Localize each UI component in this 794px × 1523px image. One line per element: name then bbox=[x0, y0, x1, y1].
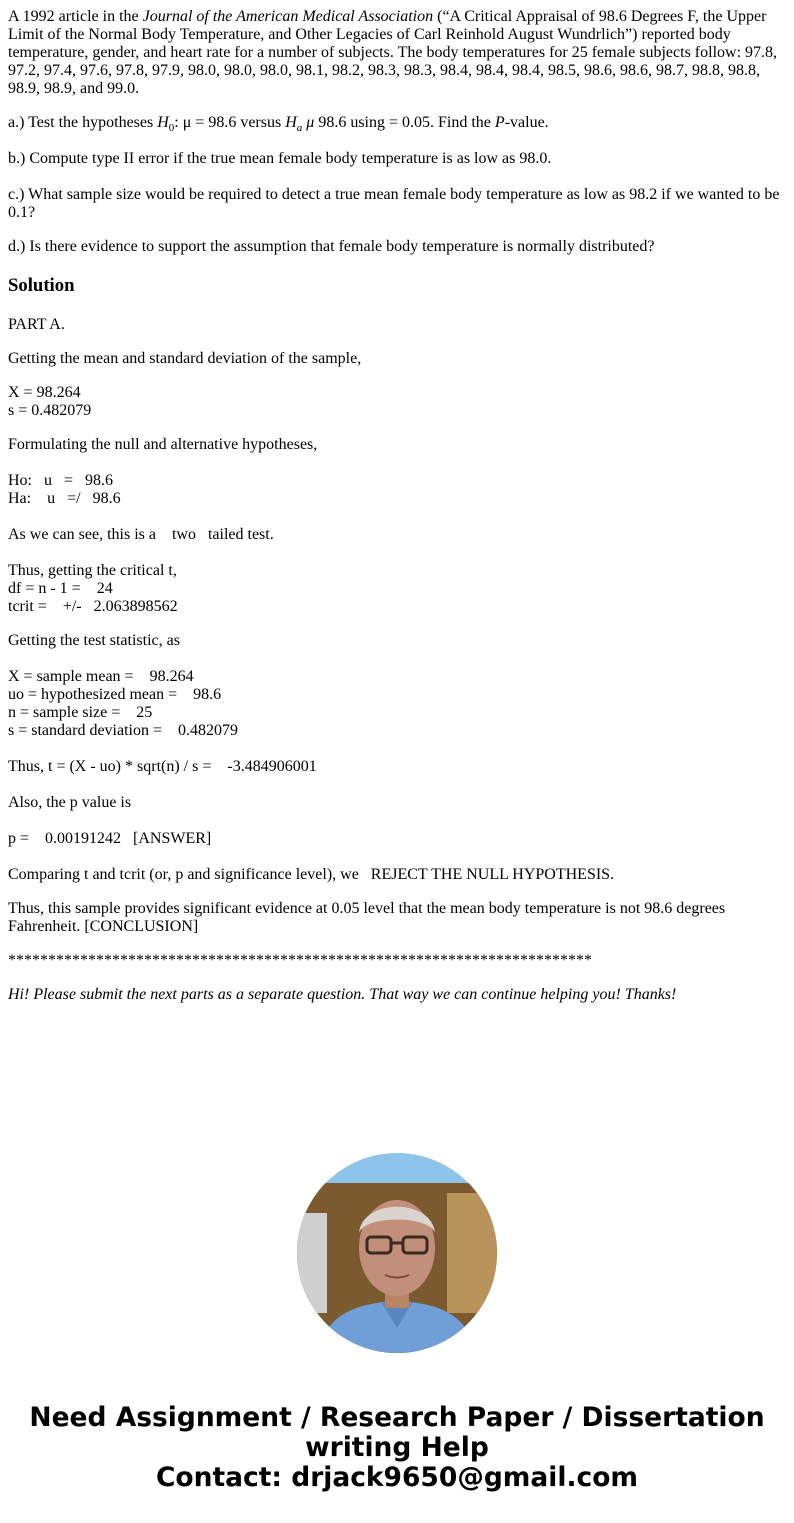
question-part-b: b.) Compute type II error if the true mean female body temperature is as low as 98.0. bbox=[8, 150, 552, 167]
s-line: s = 0.482079 bbox=[8, 402, 92, 419]
null-hypothesis: Ho: u = 98.6 bbox=[8, 472, 114, 489]
std-dev-line: s = standard deviation = 0.482079 bbox=[8, 722, 239, 739]
author-portrait-illustration bbox=[297, 1153, 497, 1353]
promo-footer bbox=[0, 1403, 794, 1493]
statistic-intro: Getting the test statistic, as bbox=[8, 632, 180, 649]
p-value-intro: Also, the p value is bbox=[8, 794, 132, 811]
mean-sd-intro: Getting the mean and standard deviation of the sample, bbox=[8, 350, 362, 367]
tail-line: As we can see, this is a two tailed test. bbox=[8, 526, 274, 543]
tcrit-line: tcrit = +/- 2.063898562 bbox=[8, 598, 178, 615]
df-line: df = n - 1 = 24 bbox=[8, 580, 113, 597]
solution-heading: Solution bbox=[8, 275, 75, 296]
footer-line-2: writing Help bbox=[305, 1432, 489, 1463]
hypotheses-intro: Formulating the null and alternative hypotheses, bbox=[8, 436, 318, 453]
question-part-a: a.) Test the hypotheses $H_0$: μ = 98.6 versus $H_a$ μ 98.6 using = 0.05. Find the P-value. bbox=[8, 114, 549, 135]
xbar-line: X = 98.264 bbox=[8, 384, 81, 401]
journal-title: Journal of the American Medical Association bbox=[142, 8, 434, 25]
document-body bbox=[8, 8, 784, 1004]
question-part-c: c.) What sample size would be required to detect a true mean female body temperature as low as 98.2 if we wanted to be 0.1? bbox=[8, 186, 780, 221]
question-part-d: d.) Is there evidence to support the assumption that female body temperature is normally distributed? bbox=[8, 238, 655, 255]
alt-hypothesis: Ha: u =/ 98.6 bbox=[8, 490, 121, 507]
avatar-background-panel bbox=[447, 1193, 497, 1313]
critical-intro: Thus, getting the critical t, bbox=[8, 562, 177, 579]
part-label: PART A. bbox=[8, 316, 65, 333]
avatar-background-door bbox=[297, 1213, 327, 1313]
sample-mean-line: X = sample mean = 98.264 bbox=[8, 668, 194, 685]
question-intro: A 1992 article in the Journal of the American Medical Association (“A Critical Appraisal of 98.6 Degrees F, the Upper Limit of the Normal Body Temperature, and Other Legacies of Carl Reinhold August Wundrlich”) reported body temperature, gender, and heart rate for a number of subjects. The body temperatures for 25 female subjects follow: 97.8, 97.2, 97.4, 97.6, 97.8, 97.9, 98.0, 98.0, 98.0, 98.1, 98.2, 98.3, 98.3, 98.4, 98.4, 98.4, 98.5, 98.6, 98.6, 98.7, 98.8, 98.8, 98.9, 98.9, and 99.0. bbox=[8, 8, 778, 97]
conclusion: Thus, this sample provides significant evidence at 0.05 level that the mean body temperature is not 98.6 degrees Fahrenheit. [CONCLUSION] bbox=[8, 900, 726, 935]
footer-contact: Contact: drjack9650@gmail.com bbox=[155, 1462, 639, 1493]
separator-stars: ************************************************************************* bbox=[8, 952, 592, 969]
hypothesized-mean-line: uo = hypothesized mean = 98.6 bbox=[8, 686, 222, 703]
t-statistic-line: Thus, t = (X - uo) * sqrt(n) / s = -3.484906001 bbox=[8, 758, 317, 775]
footer-line-1: Need Assignment / Research Paper / Dissertation bbox=[29, 1402, 765, 1433]
comparison-line: Comparing t and tcrit (or, p and significance level), we REJECT THE NULL HYPOTHESIS. bbox=[8, 866, 615, 883]
p-value-line: p = 0.00191242 [ANSWER] bbox=[8, 830, 212, 847]
sample-size-line: n = sample size = 25 bbox=[8, 704, 153, 721]
closing-note: Hi! Please submit the next parts as a separate question. That way we can continue helping you! Thanks! bbox=[8, 986, 677, 1003]
author-avatar bbox=[297, 1153, 497, 1353]
